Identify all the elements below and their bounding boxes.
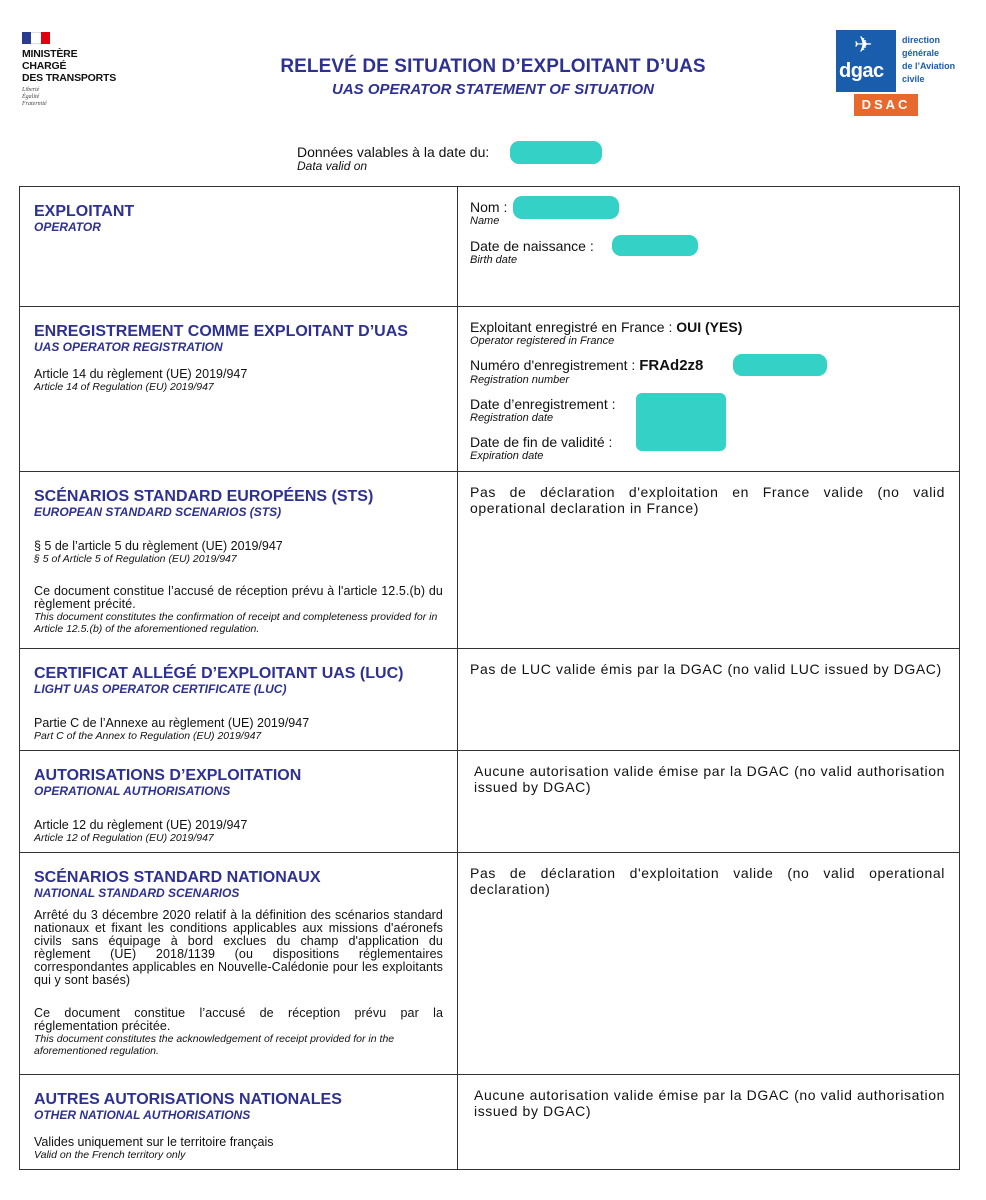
- luc-title: CERTIFICAT ALLÉGÉ D’EXPLOITANT UAS (LUC): [34, 665, 404, 682]
- national-scenarios-status: Pas de déclaration d'exploitation valide (no valid operational declaration): [470, 865, 945, 897]
- authorisations-status: Aucune autorisation valide émise par la DGAC (no valid authorisation issued by DGAC): [474, 763, 945, 795]
- french-flag-icon: [22, 32, 50, 44]
- authorisations-label-cell: [20, 751, 458, 853]
- situation-table: [19, 186, 960, 1170]
- luc-title-en: LIGHT UAS OPERATOR CERTIFICATE (LUC): [34, 682, 287, 696]
- authorisations-title: AUTORISATIONS D’EXPLOITATION: [34, 767, 302, 784]
- registration-label-cell: [20, 307, 458, 472]
- registered-label-en: Operator registered in France: [470, 335, 615, 347]
- republic-motto: Liberté Égalité Fraternité: [22, 87, 47, 107]
- sts-title-en: EUROPEAN STANDARD SCENARIOS (STS): [34, 505, 282, 519]
- sts-note-en: This document constitutes the confirmation of receipt and completeness provided for in Article 12.5.(b) of the aforementioned regulation.: [34, 611, 438, 635]
- sts-note: Ce document constitue l’accusé de réception prévu à l'article 12.5.(b) du règlement précité.: [34, 584, 443, 611]
- ministry-name: MINISTÈRE CHARGÉ DES TRANSPORTS: [22, 48, 117, 84]
- national-scenarios-note-en: This document constitutes the acknowledgement of receipt provided for in the aforementioned regulation.: [34, 1033, 395, 1057]
- registered-label: Exploitant enregistré en France : OUI (YES): [470, 319, 743, 335]
- valid-date: [297, 144, 489, 173]
- sts-reference: § 5 de l’article 5 du règlement (UE) 2019/947: [34, 539, 283, 553]
- other-national-row: [20, 1075, 960, 1170]
- dgac-logo: [836, 30, 976, 118]
- registration-value-cell: [458, 307, 960, 472]
- authorisations-reference-en: Article 12 of Regulation (EU) 2019/947: [34, 832, 214, 844]
- sts-row: [20, 472, 960, 649]
- document-subtitle: UAS OPERATOR STATEMENT OF SITUATION: [332, 81, 654, 98]
- plane-icon: ✈: [854, 32, 873, 57]
- redacted-registration-number: [733, 354, 827, 376]
- registration-reference: Article 14 du règlement (UE) 2019/947: [34, 367, 248, 381]
- registration-date-label-en: Registration date: [470, 412, 554, 424]
- sts-value-cell: [458, 472, 960, 649]
- national-scenarios-value-cell: [458, 853, 960, 1075]
- authorisations-row: [20, 751, 960, 853]
- name-label: Nom :: [470, 199, 508, 215]
- authorisations-reference: Article 12 du règlement (UE) 2019/947: [34, 818, 248, 832]
- operator-title-en: OPERATOR: [34, 220, 101, 234]
- document-title: RELEVÉ DE SITUATION D’EXPLOITANT D’UAS: [280, 56, 706, 77]
- registration-reference-en: Article 14 of Regulation (EU) 2019/947: [34, 381, 214, 393]
- sts-label-cell: [20, 472, 458, 649]
- dgac-subtitle: direction générale de l’Aviation civile: [902, 35, 956, 84]
- other-national-label-cell: [20, 1075, 458, 1170]
- national-scenarios-body: Arrêté du 3 décembre 2020 relatif à la définition des scénarios standard nationaux et fixant les conditions applicables aux missions d'aéronefs civils sans équipage à bord exclues du champ d'application du règlement (UE) 2018/1139 (ou dispositions réglementaires correspondantes applicables en Nouvelle-Calédonie pour les exploitants qui y sont basés): [34, 908, 443, 987]
- sts-title: SCÉNARIOS STANDARD EUROPÉENS (STS): [34, 488, 374, 505]
- national-scenarios-title-en: NATIONAL STANDARD SCENARIOS: [34, 886, 240, 900]
- national-scenarios-label-cell: [20, 853, 458, 1075]
- registration-row: [20, 307, 960, 472]
- operator-label-cell: [20, 187, 458, 307]
- operator-row: [20, 187, 960, 307]
- registered-value: OUI (YES): [676, 319, 743, 335]
- operator-title: EXPLOITANT: [34, 203, 135, 220]
- authorisations-value-cell: [458, 751, 960, 853]
- national-scenarios-note: Ce document constitue l’accusé de réception prévu par la réglementation précitée.: [34, 1006, 443, 1033]
- expiry-date-label-en: Expiration date: [470, 450, 544, 462]
- other-national-title-en: OTHER NATIONAL AUTHORISATIONS: [34, 1108, 251, 1122]
- operator-value-cell: [458, 187, 960, 307]
- birth-label: Date de naissance :: [470, 238, 594, 254]
- luc-reference-en: Part C of the Annex to Regulation (EU) 2019/947: [34, 730, 262, 742]
- luc-reference: Partie C de l’Annexe au règlement (UE) 2019/947: [34, 716, 310, 730]
- registration-title-en: UAS OPERATOR REGISTRATION: [34, 340, 223, 354]
- national-scenarios-row: [20, 853, 960, 1075]
- luc-status: Pas de LUC valide émis par la DGAC (no valid LUC issued by DGAC): [470, 661, 942, 677]
- authorisations-title-en: OPERATIONAL AUTHORISATIONS: [34, 784, 231, 798]
- registration-number-value: FRAd2z8: [639, 357, 704, 374]
- redacted-valid-date: [510, 141, 602, 164]
- valid-date-label-en: Data valid on: [297, 159, 368, 173]
- dsac-badge: DSAC: [854, 94, 918, 116]
- other-national-reference-en: Valid on the French territory only: [34, 1149, 186, 1161]
- registration-title: ENREGISTREMENT COMME EXPLOITANT D’UAS: [34, 323, 408, 340]
- national-scenarios-title: SCÉNARIOS STANDARD NATIONAUX: [34, 869, 321, 886]
- luc-row: [20, 649, 960, 751]
- redacted-birth-date: [612, 235, 698, 256]
- valid-date-label: Données valables à la date du:: [297, 144, 490, 160]
- luc-label-cell: [20, 649, 458, 751]
- registration-date-label: Date d’enregistrement :: [470, 396, 616, 412]
- registration-number-label-en: Registration number: [470, 374, 570, 386]
- other-national-reference: Valides uniquement sur le territoire français: [34, 1135, 274, 1149]
- dgac-badge: ✈ dgac: [836, 30, 896, 92]
- luc-value-cell: [458, 649, 960, 751]
- redacted-name: [513, 196, 619, 219]
- other-national-status: Aucune autorisation valide émise par la DGAC (no valid authorisation issued by DGAC): [474, 1087, 945, 1119]
- birth-label-en: Birth date: [470, 254, 518, 266]
- registration-number-label: Numéro d'enregistrement : FRAd2z8: [470, 357, 704, 374]
- redacted-dates: [636, 393, 726, 451]
- sts-status: Pas de déclaration d'exploitation en France valide (no valid operational declaration in France): [470, 484, 945, 516]
- other-national-value-cell: [458, 1075, 960, 1170]
- other-national-title: AUTRES AUTORISATIONS NATIONALES: [34, 1091, 342, 1108]
- sts-reference-en: § 5 of Article 5 of Regulation (EU) 2019/947: [34, 553, 237, 565]
- expiry-date-label: Date de fin de validité :: [470, 434, 613, 450]
- name-label-en: Name: [470, 215, 500, 227]
